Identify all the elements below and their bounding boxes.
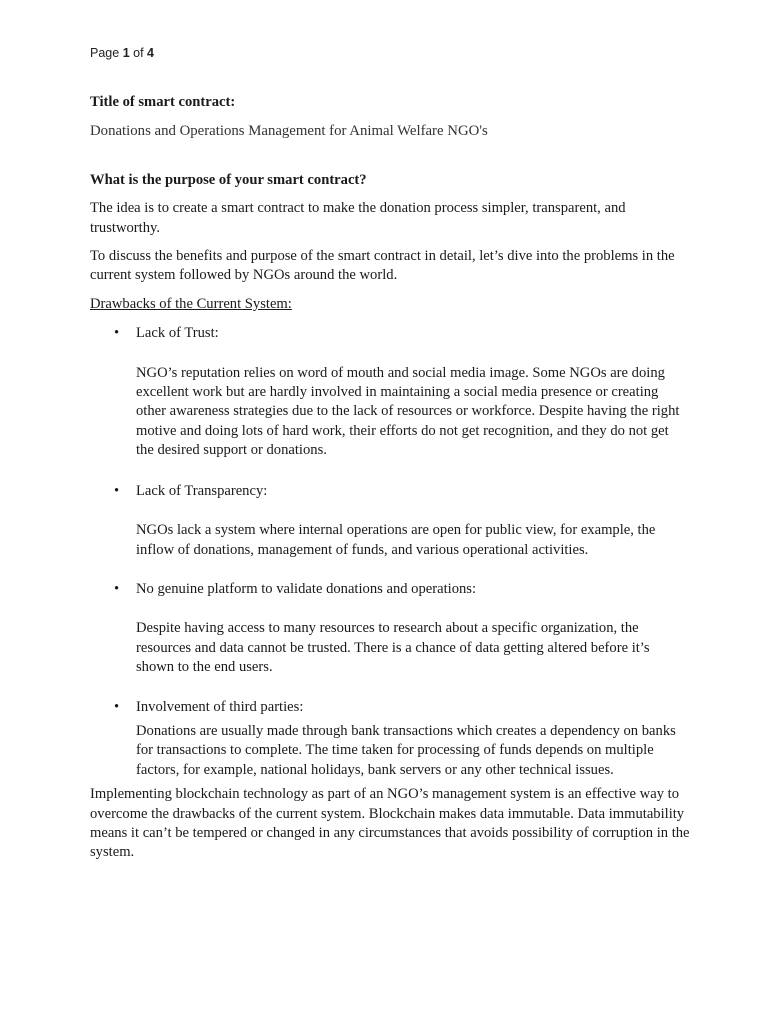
drawback-label: Involvement of third parties:	[136, 698, 304, 715]
bullet-icon: •	[114, 698, 120, 715]
list-item	[90, 482, 690, 560]
total-pages: 4	[147, 46, 154, 60]
of-word: of	[133, 46, 144, 60]
current-page: 1	[122, 46, 130, 60]
title-heading: Title of smart contract:	[90, 94, 236, 110]
drawback-description: Donations are usually made through bank transactions which creates a dependency on banks for transactions to complete. The time taken for processing of funds depends on multiple factors, for example, national holidays, bank servers or any other technical issues.	[136, 722, 676, 778]
drawbacks-list	[90, 324, 690, 780]
page-word: Page	[90, 46, 120, 60]
purpose-heading: What is the purpose of your smart contract?	[90, 171, 367, 188]
intro-paragraph: The idea is to create a smart contract to make the donation process simpler, transparent, and trustworthy.	[90, 200, 626, 236]
list-item	[90, 324, 690, 460]
page-number	[90, 46, 154, 60]
drawback-description: Despite having access to many resources to research about a specific organization, the resources and data cannot be trusted. There is a chance of data getting altered before it’s shown to the end users.	[136, 620, 650, 676]
bullet-icon: •	[114, 580, 120, 597]
list-item	[90, 580, 690, 678]
drawback-label: Lack of Transparency:	[136, 482, 268, 499]
drawback-description: NGOs lack a system where internal operations are open for public view, for example, the inflow of donations, management of funds, and various operational activities.	[136, 522, 656, 558]
list-item	[90, 698, 690, 781]
closing-paragraph: Implementing blockchain technology as part of an NGO’s management system is an effective way to overcome the drawbacks of the current system. Blockchain makes data immutable. Data immutability means it can’t be tempered or changed in any circumstances that avoids possibility of corruption in the system.	[90, 786, 690, 861]
bullet-icon: •	[114, 482, 120, 499]
contract-title: Donations and Operations Management for Animal Welfare NGO's	[90, 123, 488, 140]
drawback-label: Lack of Trust:	[136, 325, 219, 342]
drawback-description: NGO’s reputation relies on word of mouth and social media image. Some NGOs are doing excellent work but are hardly involved in maintaining a social media presence or creating other awareness strategies due to the lack of resources or workforce. Despite having the right motive and doing lots of hard work, their efforts do not get recognition, and they do not get the desired support or donations.	[136, 364, 680, 459]
drawbacks-heading: Drawbacks of the Current System:	[90, 295, 292, 312]
document-body	[90, 93, 690, 863]
bullet-icon: •	[114, 325, 120, 342]
discussion-paragraph: To discuss the benefits and purpose of the smart contract in detail, let’s dive into the problems in the current system followed by NGOs around the world.	[90, 248, 675, 284]
drawback-label: No genuine platform to validate donations and operations:	[136, 580, 477, 597]
